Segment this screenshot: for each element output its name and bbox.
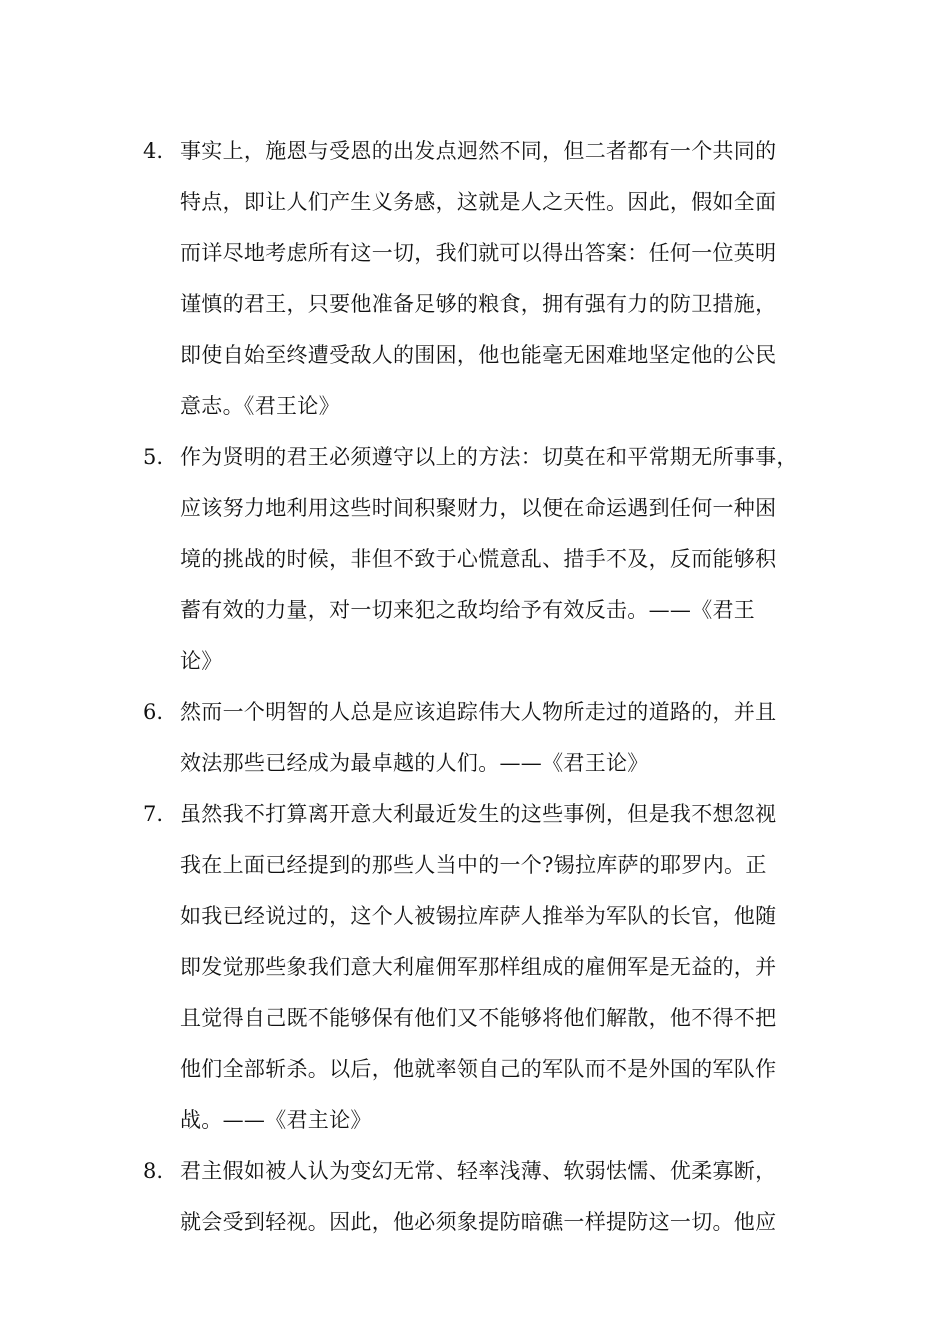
text-line: 效法那些已经成为最卓越的人们。——《君王论》: [180, 751, 649, 775]
item-number: 6.: [143, 700, 164, 724]
item-number: 5.: [143, 445, 164, 469]
text-line: 即发觉那些象我们意大利雇佣军那样组成的雇佣军是无益的，并: [180, 955, 777, 979]
text-line: 战。——《君主论》: [180, 1108, 372, 1132]
text-line: 特点，即让人们产生义务感，这就是人之天性。因此，假如全面: [180, 190, 777, 214]
text-line: 然而一个明智的人总是应该追踪伟大人物所走过的道路的，并且: [180, 700, 777, 724]
text-line: 即使自始至终遭受敌人的围困，他也能毫无困难地坚定他的公民: [180, 343, 777, 367]
text-line: 他们全部斩杀。以后，他就率领自己的军队而不是外国的军队作: [180, 1057, 777, 1081]
text-line: 而详尽地考虑所有这一切，我们就可以得出答案：任何一位英明: [180, 241, 777, 265]
text-line: 事实上，施恩与受恩的出发点迥然不同，但二者都有一个共同的: [180, 139, 777, 163]
item-number: 8.: [143, 1159, 164, 1183]
text-line: 意志。《君王论》: [180, 394, 340, 418]
text-line: 且觉得自己既不能够保有他们又不能够将他们解散，他不得不把: [180, 1006, 777, 1030]
text-line: 我在上面已经提到的那些人当中的一个?锡拉库萨的耶罗内。正: [180, 853, 767, 877]
item-number: 7.: [143, 802, 164, 826]
text-line: 应该努力地利用这些时间积聚财力，以便在命运遇到任何一种困: [180, 496, 777, 520]
text-line: 境的挑战的时候，非但不致于心慌意乱、措手不及，反而能够积: [180, 547, 777, 571]
text-line: 蓄有效的力量，对一切来犯之敌均给予有效反击。——《君王: [180, 598, 756, 622]
text-line: 如我已经说过的，这个人被锡拉库萨人推举为军队的长官，他随: [180, 904, 777, 928]
text-line: 就会受到轻视。因此，他必须象提防暗礁一样提防这一切。他应: [180, 1210, 777, 1234]
text-line: 论》: [180, 649, 223, 673]
text-line: 谨慎的君王，只要他准备足够的粮食，拥有强有力的防卫措施，: [180, 292, 777, 316]
text-line: 虽然我不打算离开意大利最近发生的这些事例，但是我不想忽视: [180, 802, 777, 826]
item-number: 4.: [143, 139, 164, 163]
text-line: 君主假如被人认为变幻无常、轻率浅薄、软弱怯懦、优柔寡断，: [180, 1159, 777, 1183]
text-line: 作为贤明的君王必须遵守以上的方法：切莫在和平常期无所事事，: [180, 445, 798, 469]
